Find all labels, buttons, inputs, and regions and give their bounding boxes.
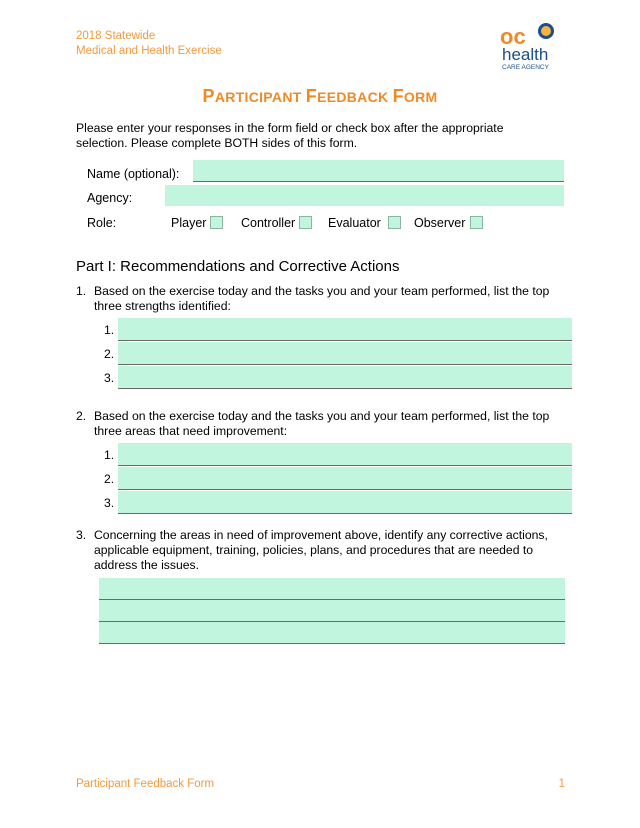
agency-label: Agency:	[87, 191, 133, 205]
page-number: 1	[558, 778, 565, 790]
question-2: 2. Based on the exercise today and the tasks you and your team performed, list the top three areas that need improvement:	[76, 409, 550, 438]
footer-title: Participant Feedback Form	[76, 778, 215, 790]
q3-corrective-line-1-field[interactable]	[99, 578, 565, 600]
logo-sub: CARE AGENCY	[502, 64, 549, 71]
role-evaluator-label: Evaluator	[328, 216, 381, 230]
q1-strength-3-field[interactable]	[118, 366, 572, 389]
q1-strength-1-field[interactable]	[118, 318, 572, 341]
q2-item-2-number: 2.	[104, 472, 115, 486]
q3-corrective-line-2-field[interactable]	[99, 600, 565, 622]
logo-mark: oc	[500, 24, 526, 49]
name-label: Name (optional):	[87, 167, 180, 181]
q2-item-1-number: 1.	[104, 448, 115, 462]
logo-graphic	[498, 22, 564, 72]
role-observer-checkbox[interactable]	[470, 216, 483, 229]
question-3: 3. Concerning the areas in need of improvement above, identify any corrective actions, applicable equipment, training, policies, plans, and procedures that are needed to address the issues.	[76, 528, 548, 572]
header-line-2: Medical and Health Exercise	[76, 45, 222, 57]
role-player-checkbox[interactable]	[210, 216, 223, 229]
role-controller-checkbox[interactable]	[299, 216, 312, 229]
question-1: 1. Based on the exercise today and the tasks you and your team performed, list the top three strengths identified:	[76, 284, 550, 313]
instructions: Please enter your responses in the form field or check box after the appropriate selection. Please complete BOTH sides of this form.	[76, 121, 504, 150]
q2-improvement-1-field[interactable]	[118, 443, 572, 466]
q2-improvement-2-field[interactable]	[118, 467, 572, 490]
q2-improvement-3-field[interactable]	[118, 491, 572, 514]
q1-strength-2-field[interactable]	[118, 342, 572, 365]
role-evaluator-checkbox[interactable]	[388, 216, 401, 229]
header-line-1: 2018 Statewide	[76, 30, 156, 42]
role-player-label: Player	[171, 216, 207, 230]
section-heading: Part I: Recommendations and Corrective Actions	[76, 258, 400, 275]
role-controller-label: Controller	[241, 216, 296, 230]
page-title: PARTICIPANT FEEDBACK FORM	[202, 86, 438, 106]
header-left	[76, 29, 222, 59]
agency-field[interactable]	[165, 185, 564, 206]
q2-item-3-number: 3.	[104, 496, 115, 510]
q1-item-1-number: 1.	[104, 323, 115, 337]
q3-corrective-line-3-field[interactable]	[99, 622, 565, 644]
oc-health-care-agency-logo	[498, 22, 564, 72]
q1-item-3-number: 3.	[104, 371, 115, 385]
q1-item-2-number: 2.	[104, 347, 115, 361]
role-observer-label: Observer	[414, 216, 466, 230]
logo-name: health	[502, 45, 549, 64]
role-label: Role:	[87, 216, 117, 230]
name-field[interactable]	[193, 160, 564, 182]
